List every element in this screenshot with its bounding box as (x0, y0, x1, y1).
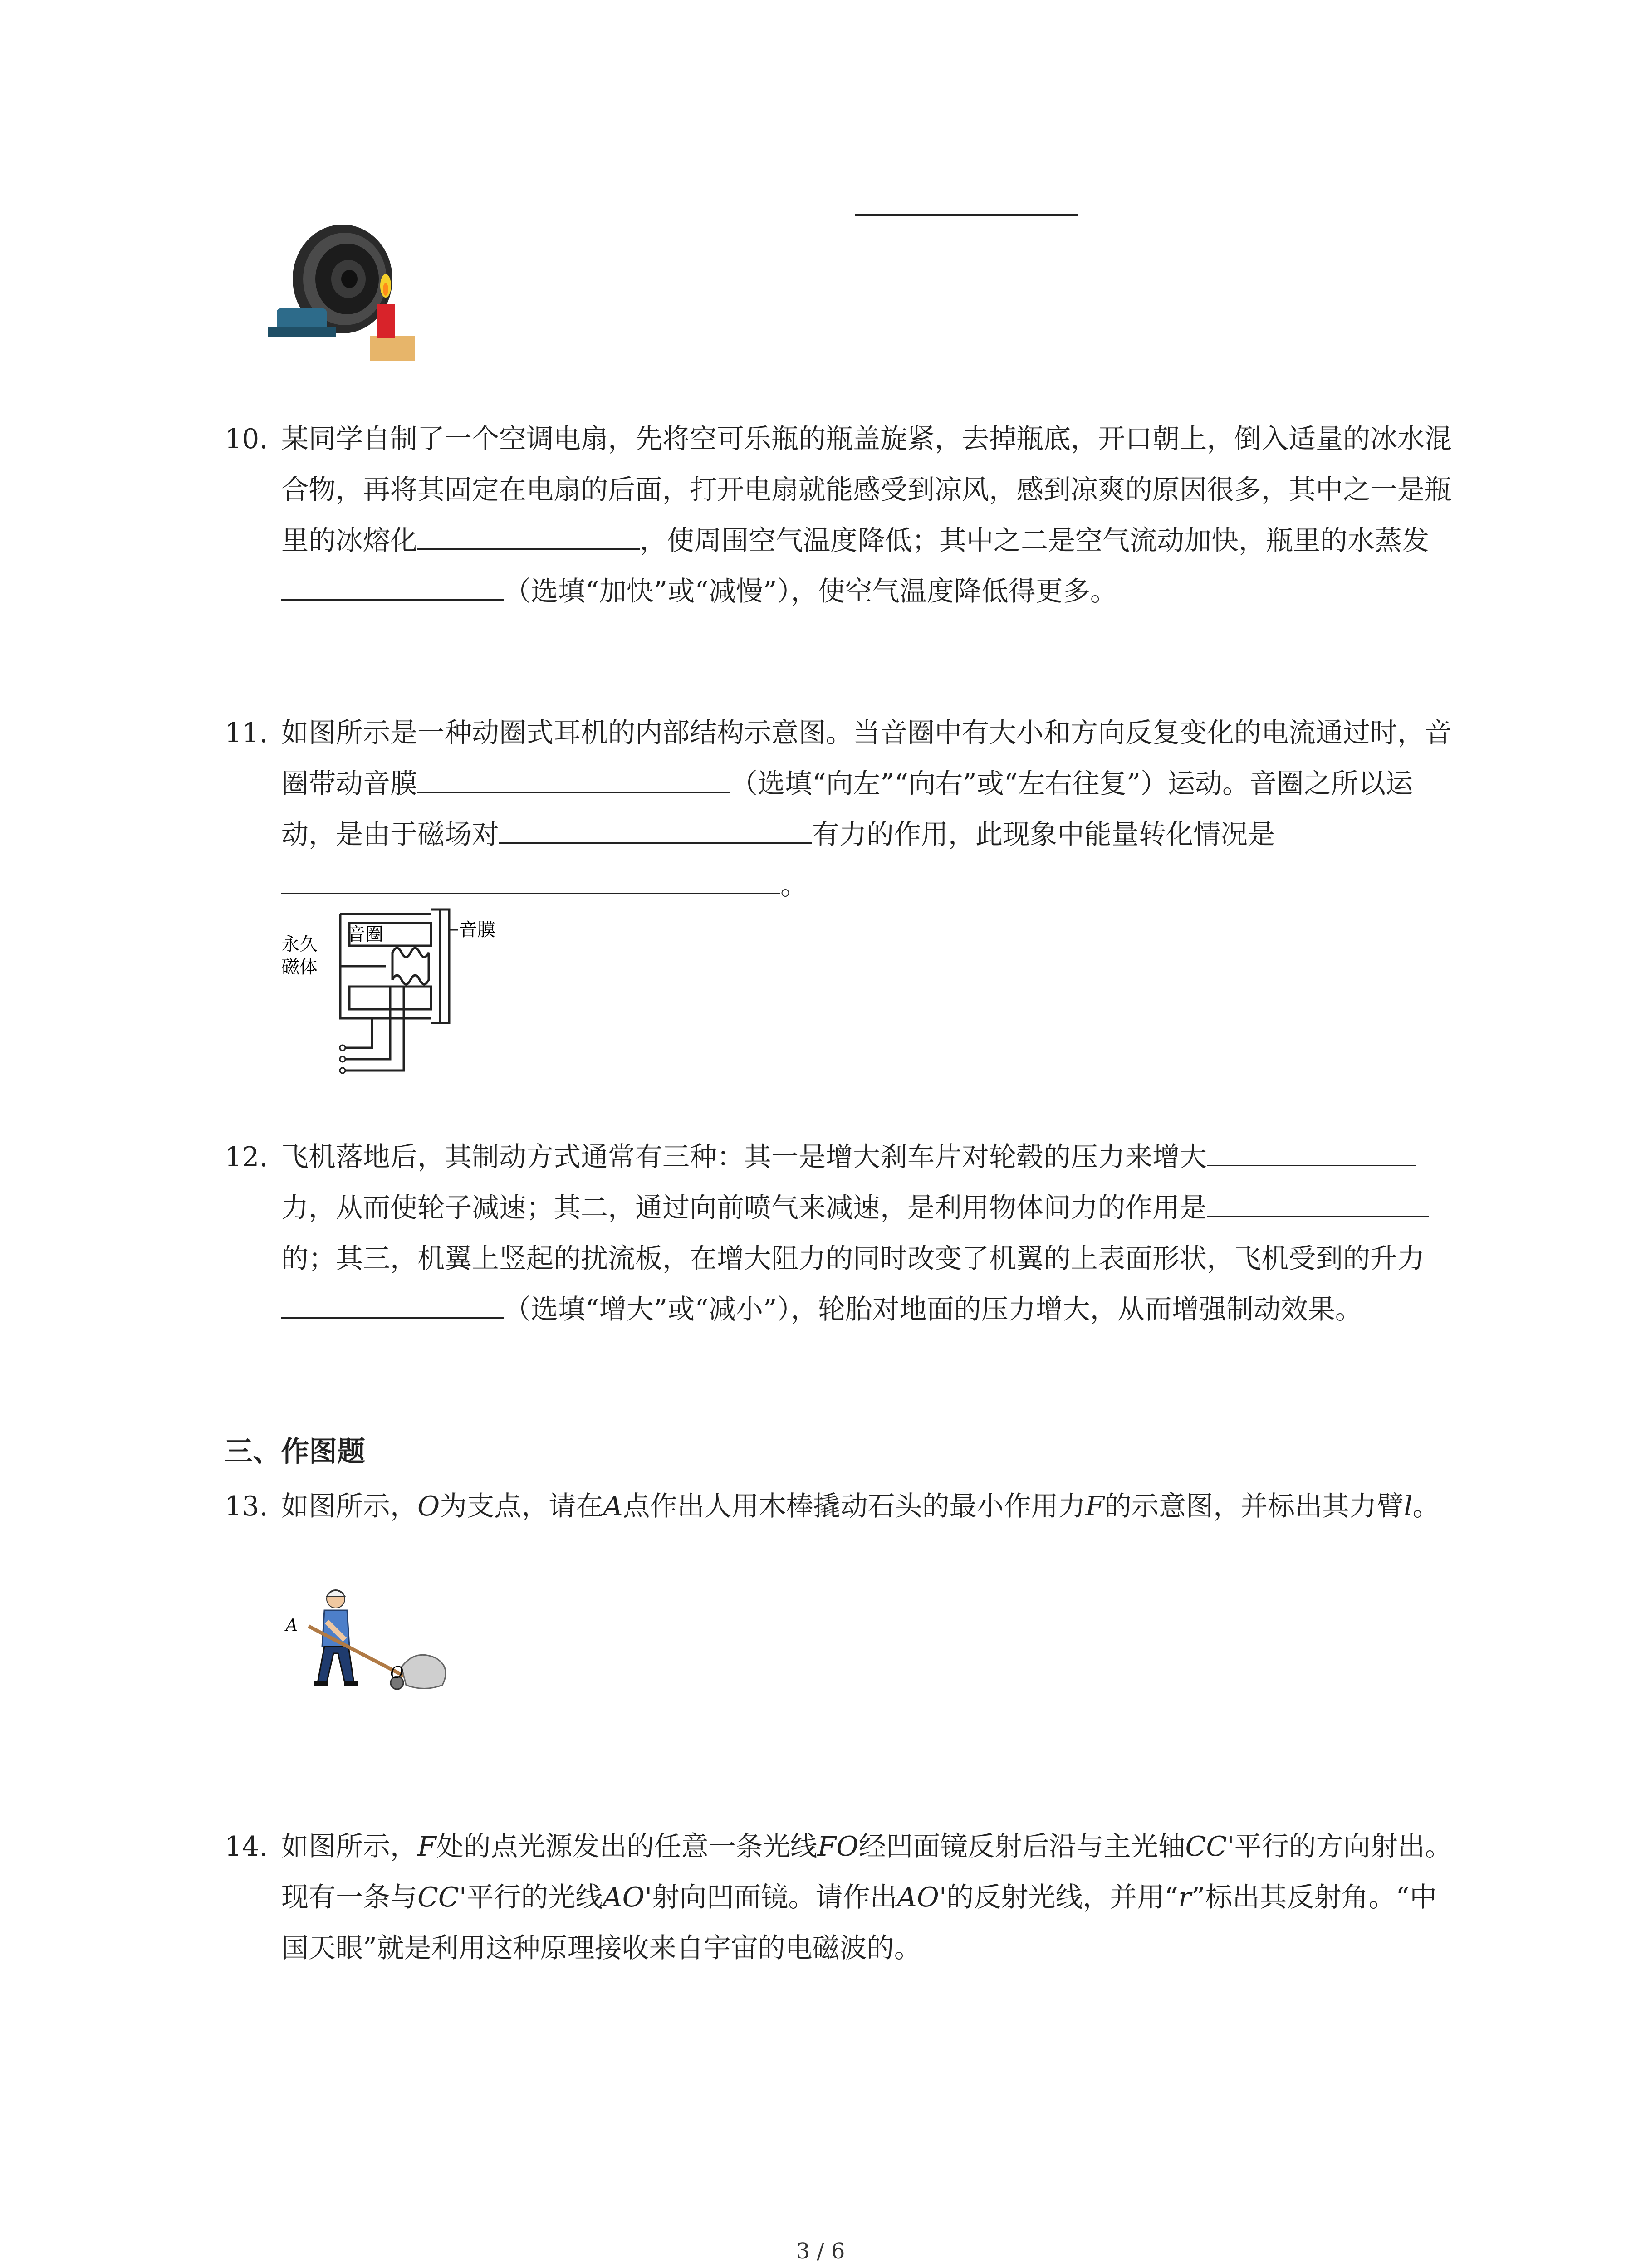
question-text: ，使周围空气温度降低；其中之二是空气流动加快，瓶里的水蒸发 (640, 525, 1429, 557)
question-13 (225, 1481, 1454, 1532)
math-symbol: r (1178, 1882, 1191, 1913)
question-number: 12. (225, 1141, 268, 1173)
question-12 (225, 1132, 1454, 1335)
question-text: 飞机落地后，其制动方式通常有三种：其一是增大刹车片对轮毂的压力来增大 (281, 1141, 1207, 1173)
point-o-label: O (390, 1664, 404, 1682)
math-symbol: CC' (417, 1882, 467, 1913)
magnet-label: 永久 (281, 934, 318, 955)
answer-blank[interactable] (499, 812, 812, 844)
math-symbol: FO (817, 1831, 859, 1862)
lever-figure (281, 1585, 454, 1699)
answer-blank[interactable] (417, 762, 730, 793)
math-symbol: O (417, 1491, 440, 1522)
page-number: 3 / 6 (796, 2239, 845, 2264)
math-symbol: l (1404, 1491, 1413, 1522)
question-11 (225, 708, 1454, 911)
question-number: 10. (225, 423, 268, 455)
question-14 (225, 1821, 1454, 1974)
answer-blank[interactable] (417, 518, 640, 550)
question-text: 处的点光源发出的任意一条光线 (436, 1831, 818, 1862)
question-text: 的反射光线，并用“ (946, 1882, 1179, 1913)
answer-blank[interactable] (281, 863, 780, 894)
question-text: ”标出其反射角。“中国天眼”就是利用这种原理接收来自宇宙的电磁波的。 (281, 1882, 1437, 1964)
question-text: 平行的方向射出。现有一条与 (281, 1831, 1452, 1913)
question-text: （选填“加快”或“减慢”），使空气温度降低得更多。 (504, 576, 1117, 607)
math-symbol: CC' (1185, 1831, 1234, 1862)
question-text: 射向凹面镜。请作出 (652, 1882, 897, 1913)
question-text: 的示意图，并标出其力臂 (1104, 1491, 1404, 1522)
membrane-label: 音膜 (459, 919, 495, 940)
question-text: 如图所示， (281, 1831, 417, 1862)
question-text: （选填“向左”“向右”或“左右往复”）运动。音圈之所以运动，是由于磁场对 (281, 768, 1413, 850)
question-text: 的；其三，机翼上竖起的扰流板，在增大阻力的同时改变了机翼的上表面形状，飞机受到的升力 (281, 1243, 1425, 1275)
question-number: 14. (225, 1831, 268, 1862)
question-text: 经凹面镜反射后沿与主光轴 (858, 1831, 1185, 1862)
math-symbol: F (417, 1831, 436, 1862)
point-a-label: A (286, 1616, 298, 1635)
magnet-label: 磁体 (281, 957, 318, 978)
coil-label: 音圈 (347, 924, 383, 945)
question-text: 如图所示， (281, 1491, 417, 1522)
answer-blank[interactable] (1207, 1135, 1416, 1166)
math-symbol: AO' (603, 1882, 652, 1913)
question-number: 11. (225, 717, 268, 749)
speaker-candle-figure (268, 218, 422, 363)
question-text: 如图所示是一种动圈式耳机的内部结构示意图。当音圈中有大小和方向反复变化的电流通过时，音圈带动音膜 (281, 717, 1452, 800)
question-text: 力，从而使轮子减速；其二，通过向前喷气来减速，是利用物体间力的作用是 (281, 1192, 1207, 1224)
question-text: 有力的作用，此现象中能量转化情况是 (812, 819, 1275, 850)
question-text: 某同学自制了一个空调电扇，先将空可乐瓶的瓶盖旋紧，去掉瓶底，开口朝上，倒入适量的冰水混合物，再将其固定在电扇的后面，打开电扇就能感受到凉风，感到凉爽的原因很多，其中之一是瓶里的冰熔化 (281, 423, 1452, 557)
math-symbol: F (1085, 1491, 1105, 1522)
question-text: （选填“增大”或“减小”），轮胎对地面的压力增大，从而增强制动效果。 (504, 1294, 1362, 1325)
rock-icon (402, 1655, 446, 1688)
question-text: 平行的光线 (466, 1882, 603, 1913)
section-heading: 三、作图题 (225, 1435, 366, 1468)
question-10 (225, 414, 1454, 617)
question-text: 。 (780, 870, 808, 901)
speaker-icon (268, 225, 392, 337)
math-symbol: A (603, 1491, 623, 1522)
answer-blank[interactable] (281, 1287, 504, 1319)
answer-blank-top[interactable] (855, 214, 1078, 216)
answer-blank[interactable] (1207, 1186, 1429, 1217)
headphone-structure-diagram (281, 905, 508, 1082)
question-number: 13. (225, 1491, 268, 1522)
question-text: 点作出人用木棒撬动石头的最小作用力 (622, 1491, 1086, 1522)
question-text: 。 (1412, 1491, 1440, 1522)
worker-icon (314, 1590, 358, 1686)
question-text: 为支点，请在 (440, 1491, 603, 1522)
math-symbol: AO' (897, 1882, 947, 1913)
answer-blank[interactable] (281, 569, 504, 601)
